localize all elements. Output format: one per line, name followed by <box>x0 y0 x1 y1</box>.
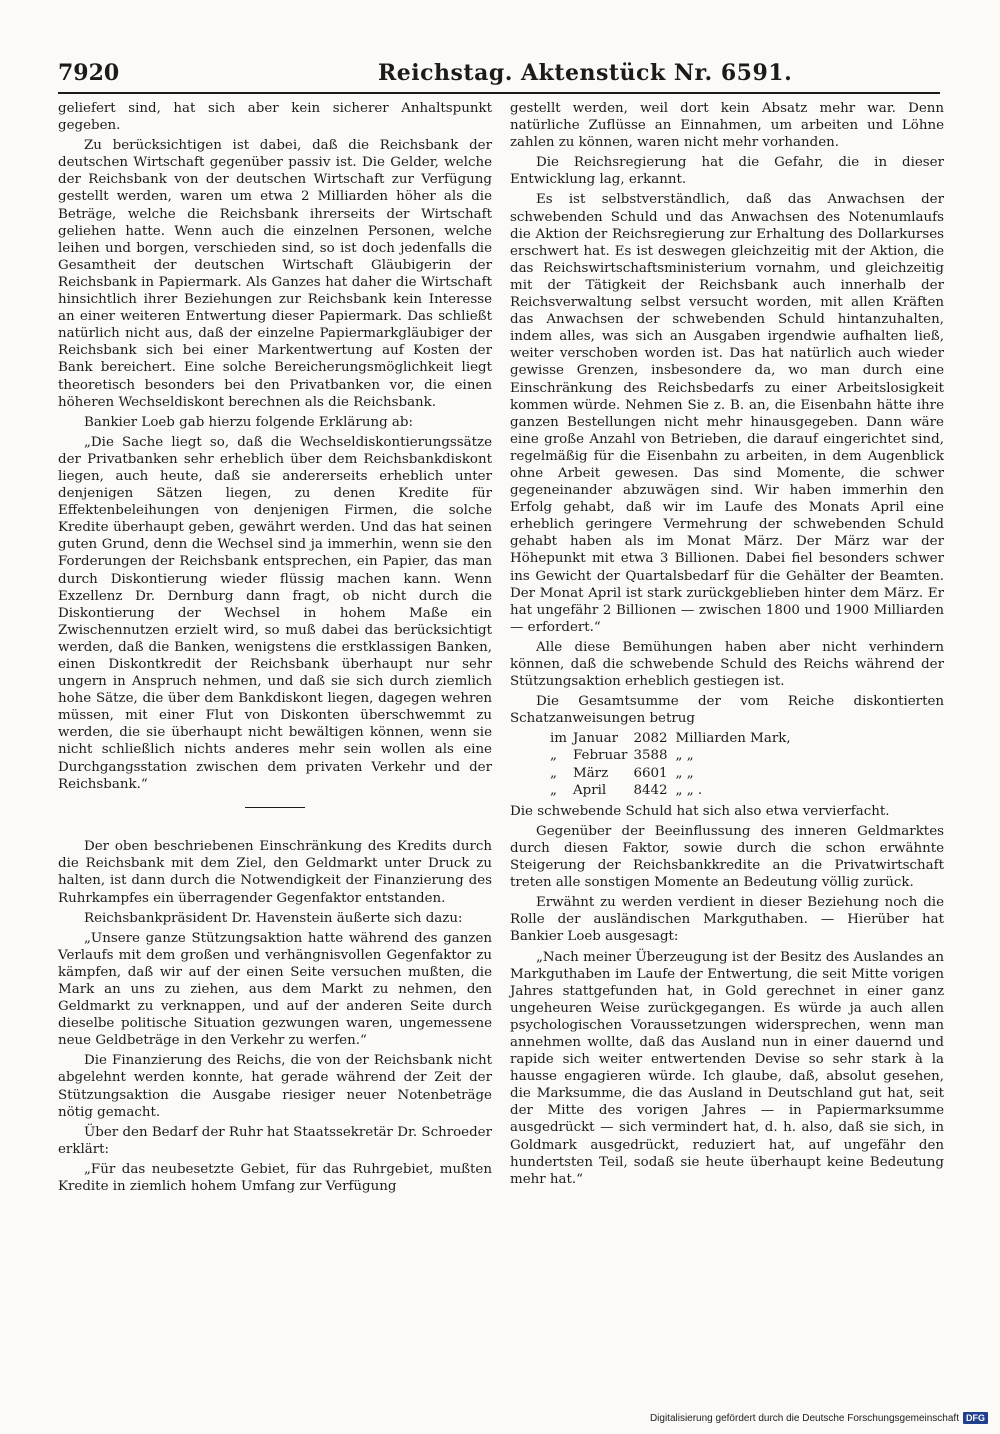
running-title: Reichstag. Aktenstück Nr. 6591. <box>378 60 793 86</box>
paragraph: Bankier Loeb gab hierzu folgende Erklärung ab: <box>84 414 413 430</box>
table-cell: 8442 <box>633 782 668 798</box>
table-cell: 2082 <box>633 731 668 747</box>
table-row <box>550 782 797 799</box>
table-cell: März <box>572 765 609 781</box>
table-cell: 6601 <box>633 765 668 781</box>
table-cell: „ <box>550 782 557 798</box>
paragraph: Die Gesamtsumme der vom Reiche diskontierten Schatzanweisungen betrug <box>510 694 944 727</box>
table-row <box>550 765 797 782</box>
header-rule <box>58 92 940 94</box>
page-number: 7920 <box>58 60 120 86</box>
table-cell: „ „ <box>675 765 694 781</box>
section-separator <box>245 807 305 809</box>
treasury-bills-table <box>550 730 797 798</box>
quote-havenstein: „Unsere ganze Stützungsaktion hatte während des ganzen Verlaufs mit dem großen und verhängnisvollen Gegenfaktor zu kämpfen, daß wir auf der einen Seite versuchen mußten, die Mark an uns zu ziehen, aus dem Markt zu nehmen, den Geldmarkt zu verknappen, und auf der anderen Seite durch dieselbe politische Situation gezwungen waren, ungemessene neue Geldbeträge in den Verkehr zu werfen.“ <box>58 930 492 1049</box>
paragraph: Über den Bedarf der Ruhr hat Staatssekretär Dr. Schroeder erklärt: <box>58 1124 492 1157</box>
paragraph: Der oben beschriebenen Einschränkung des Kredits durch die Reichsbank mit dem Ziel, den Geldmarkt unter Druck zu halten, ist dann durch die Notwendigkeit der Finanzierung des Ruhrkampfes ein überragender Gegenfaktor entstanden. <box>58 839 492 906</box>
paragraph: gestellt werden, weil dort kein Absatz mehr war. Denn natürliche Zuflüsse an Einnahmen, um arbeiten und Löhne zahlen zu können, waren nicht mehr vorhanden. <box>510 101 944 151</box>
paragraph: Erwähnt zu werden verdient in dieser Beziehung noch die Rolle der ausländischen Markguthaben. — Hierüber hat Bankier Loeb ausgesagt: <box>510 895 944 945</box>
digitization-credit <box>650 1412 988 1424</box>
table-cell: Milliarden Mark, <box>675 731 791 747</box>
paragraph: Die Finanzierung des Reichs, die von der Reichsbank nicht abgelehnt werden konnte, hat gerade während der Zeit der Stützungsaktion die Ausgabe riesiger neuer Notenbeträge nötig gemacht. <box>58 1053 492 1120</box>
paragraph: Es ist selbstverständlich, daß das Anwachsen der schwebenden Schuld und das Anwachsen des Notenumlaufs die Aktion der Reichsregierung zur Erhaltung des Dollarkurses erschwert hat. Es ist deswegen gleichzeitig mit der Aktion, die das Reichswirtschaftsministerium vornahm, und gleichzeitig mit der Tätigkeit der Reichsbank auch innerhalb der Reichsverwaltung selbst versucht worden, mit allen Kräften das Anwachsen der schwebenden Schuld hintanzuhalten, indem alles, was sich an Ausgaben irgendwie aufhalten ließ, weiter verschoben worden ist. Das hat natürlich auch wieder gewisse Grenzen, insbesondere da, wo man durch eine Einschränkung des Reichsbedarfs zu einer Arbeitslosigkeit kommen würde. Nehmen Sie z. B. an, die Eisenbahn hätte ihre ganzen Bestellungen nicht mehr hinausgegeben. Dann wäre eine große Anzahl von Betrieben, die darauf eingerichtet sind, regelmäßig für die Eisenbahn zu arbeiten, in dem Augenblick ohne Arbeit gewesen. Das sind Momente, die schwer gegeneinander abzuwägen sind. Wir haben immerhin den Erfolg gehabt, daß wir im Laufe des Monats April eine erheblich geringere Vermehrung der schwebenden Schuld gehabt haben als im Monat März. Der März war der Höhepunkt mit etwa 3 Billionen. Dabei fiel besonders schwer ins Gewicht der Quartalsbedarf für die Gehälter der Beamten. Der Monat April ist stark zurückgeblieben hinter dem März. Er hat ungefähr 2 Billionen — zwischen 1800 und 1900 Milliarden — erfordert.“ <box>510 192 944 635</box>
table-cell: Januar <box>572 731 618 747</box>
table-row <box>550 730 797 747</box>
table-cell: „ „ . <box>675 782 703 798</box>
quote-loeb: „Die Sache liegt so, daß die Wechseldiskontierungssätze der Privatbanken sehr erheblich über dem Reichsbankdiskont liegen, auch heute, daß sie andererseits erheblich unter denjenigen Sätzen liegen, zu denen Kredite für Effektenbeleihungen von denjenigen Firmen, die solche Kredite überhaupt geben, gewährt werden. Und das hat seinen guten Grund, denn die Wechsel sind ja immerhin, wenn sie den Forderungen der Reichsbank entsprechen, ein Papier, das man durch Diskontierung wieder flüssig machen kann. Wenn Exzellenz Dr. Dernburg dann fragt, ob nicht durch die Diskontierung der Wechsel in hohem Maße ein Zwischennutzen erzielt wird, so muß dabei das berücksichtigt werden, daß die Banken, wenigstens die erstklassigen Banken, einen Diskontkredit der Reichsbank überhaupt nur sehr ungern in Anspruch nehmen, und daß sie sich durch ziemlich hohe Sätze, die über dem Bankdiskont liegen, dagegen wehren müssen, mit einer Flut von Diskonten überschwemmt zu werden, die sie überhaupt nicht bewältigen können, wenn sie nicht schließlich nichts anderes mehr sein wollen als eine Durchgangsstation zwischen dem privaten Verkehr und der Reichsbank.“ <box>58 434 492 792</box>
table-cell: „ „ <box>675 748 694 764</box>
table-row <box>550 747 797 764</box>
paragraph: Reichsbankpräsident Dr. Havenstein äußerte sich dazu: <box>84 910 463 926</box>
table-cell: „ <box>550 748 557 764</box>
paragraph: Die schwebende Schuld hat sich also etwa vervierfacht. <box>510 803 890 819</box>
table-cell: „ <box>550 765 557 781</box>
right-column <box>510 100 944 1191</box>
left-column <box>58 100 492 1198</box>
paragraph: geliefert sind, hat sich aber kein sicherer Anhaltspunkt gegeben. <box>58 101 492 134</box>
paragraph: Gegenüber der Beeinflussung des inneren Geldmarktes durch diesen Faktor, sowie durch die schon erwähnte Steigerung der Reichsbankkredite an die Privatwirtschaft treten alle sonstigen Momente an Bedeutung völlig zurück. <box>510 823 944 891</box>
credit-text: Digitalisierung gefördert durch die Deutsche Forschungsgemeinschaft <box>649 1412 959 1424</box>
table-cell: 3588 <box>633 748 668 764</box>
paragraph: Zu berücksichtigen ist dabei, daß die Reichsbank der deutschen Wirtschaft gegenüber passiv ist. Die Gelder, welche der Reichsbank von der deutschen Wirtschaft zur Verfügung gestellt werden, waren um etwa 2 Milliarden höher als die Beträge, welche die Reichsbank ihrerseits der Wirtschaft geliehen hatte. Wenn auch die einzelnen Personen, welche leihen und borgen, verschieden sind, so ist doch jedenfalls die Gesamtheit der deutschen Wirtschaft Gläubigerin der Reichsbank in Papiermark. Als Ganzes hat daher die Wirtschaft hinsichtlich ihrer Beziehungen zur Reichsbank kein Interesse an einer weiteren Entwertung dieser Papiermark. Das schließt natürlich nicht aus, daß der einzelne Papiermarkgläubiger der Reichsbank sich bei einer Markentwertung auf Kosten der Bank bereichert. Eine solche Bereicherungsmöglichkeit liegt theoretisch besonders bei den Privatbanken vor, die einen höheren Wechseldiskont berechnen als die Reichsbank. <box>58 138 492 410</box>
table-cell: Februar <box>572 748 628 764</box>
table-cell: im <box>550 731 567 747</box>
dfg-logo: DFG <box>963 1412 988 1424</box>
page-header <box>58 60 940 90</box>
paragraph: Die Reichsregierung hat die Gefahr, die in dieser Entwicklung lag, erkannt. <box>510 155 944 188</box>
paragraph: Alle diese Bemühungen haben aber nicht verhindern können, daß die schwebende Schuld des Reichs während der Stützungsaktion erheblich gestiegen ist. <box>510 639 944 690</box>
quote-loeb-2: „Nach meiner Überzeugung ist der Besitz des Auslandes an Markguthaben im Laufe der Entwertung, die seit Mitte vorigen Jahres stattgefunden hat, in Gold gerechnet in einer ganz ungeheuren Weise zurückgegangen. Es würde ja auch allen psychologischen Voraussetzungen widersprechen, wenn man annehmen wollte, daß das Ausland nun in einer dauernd und rapide sich weiter entwertenden Devise so sehr stark à la hausse engagieren würde. Ich glaube, daß, absolut gesehen, die Marksumme, die das Ausland in Deutschland gut hat, seit der Mitte des vorigen Jahres — in Papiermarksumme ausgedrückt — sich vermindert hat, d. h. also, daß sie sich, in Goldmark ausgedrückt, reduziert hat, auf ungefähr den hundertsten Teil, sodaß sie heute überhaupt keine Bedeutung mehr hat.“ <box>510 949 944 1187</box>
quote-schroeder: „Für das neubesetzte Gebiet, für das Ruhrgebiet, mußten Kredite in ziemlich hohem Umfang zur Verfügung <box>58 1161 492 1195</box>
table-cell: April <box>572 782 607 798</box>
